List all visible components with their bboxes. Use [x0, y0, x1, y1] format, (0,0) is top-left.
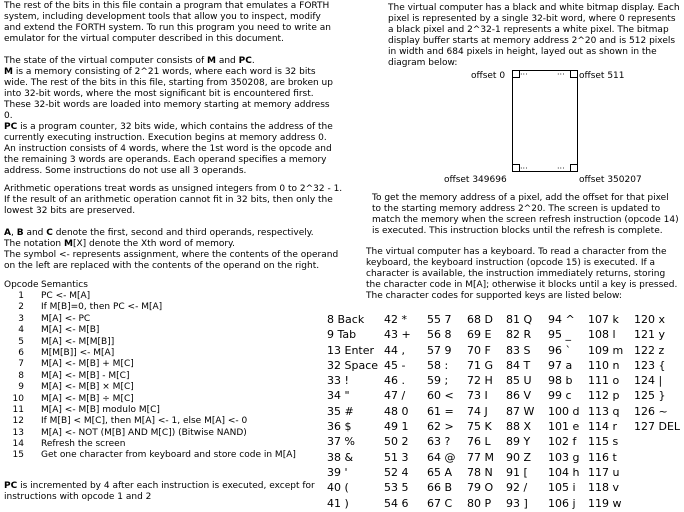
memory-text: is a memory consisting of 2^21 words, where each word is 32 bits wide. The rest of the bits in this file, starting from 350208, are broken up into 32-bit words, where the most significant bit is encountered first. These 32-bit words are loaded into memory starting at memory address 0. [4, 67, 333, 121]
key-code-entry: 71 G [467, 358, 494, 372]
opcode-row [4, 416, 334, 427]
state-text: and [215, 56, 239, 66]
opcode-row [4, 394, 334, 405]
keyboard-text: The virtual computer has a keyboard. To read a character from the keyboard, the keyboard instruction (opcode 15) is executed. If a character is available, the instruction immediately returns, storing the character code in M[A]; otherwise it blocks until a key is pressed. The character codes for supported keys are listed below: [366, 247, 678, 301]
memory-term: M [206, 56, 216, 66]
key-code-entry: 74 J [467, 404, 488, 418]
key-code-entry: 93 ] [506, 496, 528, 510]
opcode-number: 1 [18, 291, 24, 301]
opcode-semantics: M[A] <- M[B] ÷ M[C] [41, 393, 134, 404]
opcode-row [4, 371, 334, 382]
offset-bottom-left-label: offset 349696 [444, 175, 507, 185]
key-code-entry: 83 S [506, 343, 531, 357]
key-code-entry: 34 " [327, 389, 350, 403]
key-code-entry: 61 = [427, 404, 454, 418]
instruction-paragraph [4, 144, 346, 177]
operand-b: B [16, 228, 24, 238]
keyboard-paragraph [366, 247, 682, 302]
key-code-entry: 72 H [467, 374, 493, 388]
key-code-entry: 66 B [427, 481, 453, 495]
opcode-header: Opcode [4, 280, 39, 290]
operand-c: C [46, 228, 53, 238]
key-code-entry: 123 { [634, 358, 666, 372]
notation-text: denote the first, second and third operands, respectively. [52, 228, 314, 238]
memory-term: M [4, 67, 13, 77]
key-code-table [327, 312, 684, 508]
opcode-semantics: Refresh the screen [41, 439, 126, 450]
key-code-entry: 38 & [327, 450, 354, 464]
bottom-right-ellipsis: ··· [557, 164, 565, 173]
state-text: . [251, 56, 255, 66]
opcode-row [4, 405, 334, 416]
pc-text: is a program counter, 32 bits wide, which contains the address of the currently executing instruction. Execution begins at memory address 0. [4, 122, 333, 143]
key-code-entry: 96 ` [548, 343, 571, 357]
key-code-entry: 57 9 [427, 343, 452, 357]
key-code-entry: 82 R [506, 328, 532, 342]
key-code-entry: 103 g [548, 450, 580, 464]
opcode-number: 12 [12, 416, 24, 427]
opcode-semantics: M[M[B]] <- M[A] [41, 347, 115, 358]
key-code-entry: 119 w [588, 496, 622, 510]
key-code-entry: 122 z [634, 343, 665, 357]
key-code-entry: 116 t [588, 450, 617, 464]
key-code-entry: 77 M [467, 450, 494, 464]
key-code-entry: 113 q [588, 404, 620, 418]
opcode-number: 7 [18, 359, 24, 370]
key-code-entry: 63 ? [427, 435, 451, 449]
key-code-column [634, 312, 680, 434]
key-code-entry: 108 l [588, 328, 616, 342]
key-code-entry: 94 ^ [548, 313, 575, 326]
key-code-entry: 78 N [467, 465, 493, 479]
key-code-entry: 86 V [506, 389, 532, 403]
key-code-entry: 76 L [467, 435, 491, 449]
top-right-pixel [570, 70, 578, 78]
notation-text: [X] denote the Xth word of memory. [72, 239, 235, 249]
semantics-header: Semantics [41, 280, 88, 290]
notation-text: and [23, 228, 47, 238]
opcode-semantics: M[A] <- M[B] × M[C] [41, 382, 134, 393]
key-code-entry: 46 . [384, 374, 405, 388]
key-code-entry: 64 @ [427, 450, 456, 464]
key-code-column [467, 312, 494, 511]
key-code-entry: 125 } [634, 389, 666, 403]
key-code-entry: 42 * [384, 313, 407, 326]
key-code-entry: 88 X [506, 420, 532, 434]
memory-term: M [63, 239, 73, 249]
key-code-entry: 35 # [327, 404, 354, 418]
key-code-entry: 45 - [384, 358, 406, 372]
key-code-entry: 106 j [548, 496, 576, 510]
key-code-entry: 104 h [548, 465, 580, 479]
opcode-number: 10 [12, 393, 24, 404]
key-code-entry: 62 > [427, 420, 454, 434]
key-code-entry: 8 Back [327, 313, 365, 326]
key-code-entry: 126 ~ [634, 404, 668, 418]
key-code-entry: 40 ( [327, 481, 349, 495]
opcode-number: 5 [18, 336, 24, 347]
key-code-entry: 107 k [588, 313, 619, 326]
key-code-entry: 55 7 [427, 313, 452, 326]
key-code-entry: 85 U [506, 374, 532, 388]
key-code-entry: 54 6 [384, 496, 409, 510]
opcode-number: 2 [18, 302, 24, 313]
bottom-left-ellipsis: ··· [520, 164, 528, 173]
opcode-semantics: M[A] <- PC [41, 313, 91, 324]
key-code-entry: 48 0 [384, 404, 409, 418]
key-code-entry: 84 T [506, 358, 531, 372]
opcode-number: 14 [12, 439, 24, 450]
key-code-entry: 47 / [384, 389, 406, 403]
key-code-entry: 60 < [427, 389, 454, 403]
offset-bottom-right-label: offset 350207 [579, 175, 642, 185]
key-code-entry: 9 Tab [327, 328, 357, 342]
key-code-entry: 75 K [467, 420, 492, 434]
key-code-entry: 121 y [634, 328, 666, 342]
memory-address-paragraph [372, 193, 680, 237]
assignment-line: The symbol <- represents assignment, where the contents of the operand on the left are replaced with the contents of the operand on the right. [4, 250, 339, 271]
key-code-entry: 95 _ [548, 328, 571, 342]
opcode-semantics: M[A] <- M[B] + M[C] [41, 359, 134, 370]
notation-text: The notation [4, 239, 64, 249]
key-code-entry: 92 / [506, 481, 528, 495]
intro-paragraph [4, 1, 338, 45]
key-code-entry: 43 + [384, 328, 411, 342]
key-code-entry: 105 i [548, 481, 576, 495]
key-code-entry: 80 P [467, 496, 492, 510]
opcode-number: 9 [18, 382, 24, 393]
key-code-entry: 33 ! [327, 374, 349, 388]
offset-top-left-label: offset 0 [471, 71, 506, 81]
pc-increment-text: is incremented by 4 after each instruction is executed, except for instructions with opcode 1 and 2 [4, 481, 315, 502]
key-code-entry: 39 ' [327, 465, 348, 479]
key-code-column [588, 312, 623, 511]
key-code-entry: 101 e [548, 420, 580, 434]
key-code-entry: 65 A [427, 465, 453, 479]
memory-address-text: To get the memory address of a pixel, add the offset for that pixel to the starting memory address 2^20. The screen is updated to match the memory when the screen refresh instruction (opcode 14) is executed. This instruction blocks until the refresh is complete. [372, 193, 679, 236]
operands-line [4, 228, 346, 239]
opcode-number: 3 [18, 313, 24, 324]
key-code-entry: 68 D [467, 313, 493, 326]
state-paragraph [4, 56, 338, 67]
state-text: The state of the virtual computer consists of [4, 56, 207, 66]
pc-term: PC [4, 122, 18, 132]
display-paragraph [388, 3, 680, 69]
key-code-entry: 117 u [588, 465, 620, 479]
opcode-row [4, 428, 334, 439]
opcode-row [4, 439, 334, 450]
opcode-number: 8 [18, 370, 24, 381]
key-code-column [327, 312, 378, 511]
operand-a: A [4, 228, 11, 238]
key-code-entry: 69 E [467, 328, 492, 342]
key-code-entry: 53 5 [384, 481, 409, 495]
key-code-entry: 102 f [548, 435, 577, 449]
key-code-entry: 100 d [548, 404, 580, 418]
key-code-entry: 51 3 [384, 450, 409, 464]
opcode-semantics: M[A] <- M[M[B]] [41, 336, 115, 347]
key-code-entry: 58 : [427, 358, 449, 372]
opcode-number: 11 [12, 404, 24, 415]
opcode-row [4, 314, 334, 325]
opcode-row [4, 450, 334, 461]
key-code-entry: 37 % [327, 435, 355, 449]
opcode-row [4, 302, 334, 313]
key-code-entry: 32 Space [327, 358, 379, 372]
opcode-semantics: Get one character from keyboard and store code in M[A] [41, 450, 296, 461]
opcode-number: 13 [12, 427, 24, 438]
opcode-table-header [4, 280, 334, 291]
pc-paragraph [4, 122, 338, 144]
key-code-entry: 112 p [588, 389, 620, 403]
pc-increment-note [4, 481, 338, 503]
opcode-semantics: PC <- M[A] [41, 291, 91, 301]
key-code-entry: 90 Z [506, 450, 532, 464]
key-code-entry: 127 DEL [634, 420, 681, 434]
opcode-row [4, 325, 334, 336]
top-left-ellipsis: ··· [520, 70, 528, 79]
notation-section [4, 228, 346, 272]
memory-paragraph [4, 67, 338, 122]
key-code-entry: 50 2 [384, 435, 409, 449]
key-code-entry: 73 I [467, 389, 488, 403]
pc-increment-paragraph [4, 481, 338, 503]
key-code-entry: 36 $ [327, 420, 352, 434]
display-text: The virtual computer has a black and white bitmap display. Each pixel is represented by a single 32-bit word, where 0 represents a black pixel and 2^32-1 represents a white pixel. The bitmap display buffer starts at memory address 2^20 and is 512 pixels in width and 684 pixels in height, layed out as shown in the diagram below: [388, 3, 680, 68]
offset-top-right-label: offset 511 [579, 71, 625, 81]
key-code-entry: 49 1 [384, 420, 409, 434]
key-code-entry: 99 c [548, 389, 572, 403]
opcode-row [4, 382, 334, 393]
key-code-entry: 59 ; [427, 374, 449, 388]
opcode-number: 6 [18, 347, 24, 358]
key-code-entry: 81 Q [506, 313, 533, 326]
screen-layout-diagram [440, 70, 680, 186]
state-section [4, 56, 338, 144]
key-code-entry: 120 x [634, 313, 666, 326]
opcode-semantics: M[A] <- NOT (M[B] AND M[C]) (Bitwise NAND) [41, 427, 247, 438]
bottom-right-pixel [570, 164, 578, 172]
memory-notation-line [4, 239, 346, 250]
opcode-row [4, 359, 334, 370]
intro-text: The rest of the bits in this file contain a program that emulates a FORTH system, including development tools that allow you to inspect, modify and extend the FORTH system. To run this program you need to write an emulator for the virtual computer described in this document. [4, 1, 331, 44]
key-code-entry: 110 n [588, 358, 620, 372]
key-code-column [384, 312, 411, 511]
key-code-entry: 79 O [467, 481, 494, 495]
key-code-column [548, 312, 579, 511]
key-code-entry: 52 4 [384, 465, 409, 479]
key-code-entry: 111 o [588, 374, 620, 388]
notation-text: , [10, 228, 17, 238]
opcode-table [4, 280, 334, 462]
instruction-text: An instruction consists of 4 words, where the 1st word is the opcode and the remaining 3 words are operands. Each operand specifies a memory address. Some instructions do not use all 3 operands. [4, 144, 332, 176]
key-code-entry: 70 F [467, 343, 491, 357]
opcode-number: 4 [18, 325, 24, 336]
key-code-column [427, 312, 456, 511]
key-code-entry: 124 | [634, 374, 663, 388]
arithmetic-text: Arithmetic operations treat words as unsigned integers from 0 to 2^32 - 1. If the result of an arithmetic operation cannot fit in 32 bits, then only the lowest 32 bits are preserved. [4, 184, 343, 216]
opcode-semantics: If M[B]=0, then PC <- M[A] [41, 302, 163, 313]
opcode-row [4, 291, 334, 302]
opcode-semantics: M[A] <- M[B] - M[C] [41, 370, 130, 381]
opcode-number: 15 [12, 450, 24, 461]
opcode-semantics: M[A] <- M[B] modulo M[C] [41, 404, 160, 415]
key-code-entry: 67 C [427, 496, 453, 510]
key-code-column [506, 312, 534, 511]
pc-term: PC [4, 481, 18, 491]
key-code-entry: 109 m [588, 343, 624, 357]
opcode-row [4, 337, 334, 348]
key-code-entry: 41 ) [327, 496, 349, 510]
key-code-entry: 114 r [588, 420, 618, 434]
screen-rectangle [512, 70, 578, 172]
arithmetic-paragraph [4, 184, 346, 217]
opcode-row [4, 348, 334, 359]
key-code-entry: 87 W [506, 404, 535, 418]
key-code-entry: 97 a [548, 358, 573, 372]
key-code-entry: 98 b [548, 374, 573, 388]
key-code-entry: 91 [ [506, 465, 528, 479]
key-code-entry: 115 s [588, 435, 619, 449]
key-code-entry: 56 8 [427, 328, 452, 342]
pc-term: PC [238, 56, 252, 66]
top-left-pixel [512, 70, 520, 78]
top-right-ellipsis: ··· [557, 70, 565, 79]
opcode-semantics: If M[B] < M[C], then M[A] <- 1, else M[A] <- 0 [41, 416, 248, 427]
key-code-entry: 44 , [384, 343, 405, 357]
opcode-rows [4, 291, 334, 462]
bottom-left-pixel [512, 164, 520, 172]
key-code-entry: 118 v [588, 481, 620, 495]
key-code-entry: 89 Y [506, 435, 531, 449]
opcode-semantics: M[A] <- M[B] [41, 325, 100, 336]
key-code-entry: 13 Enter [327, 343, 375, 357]
